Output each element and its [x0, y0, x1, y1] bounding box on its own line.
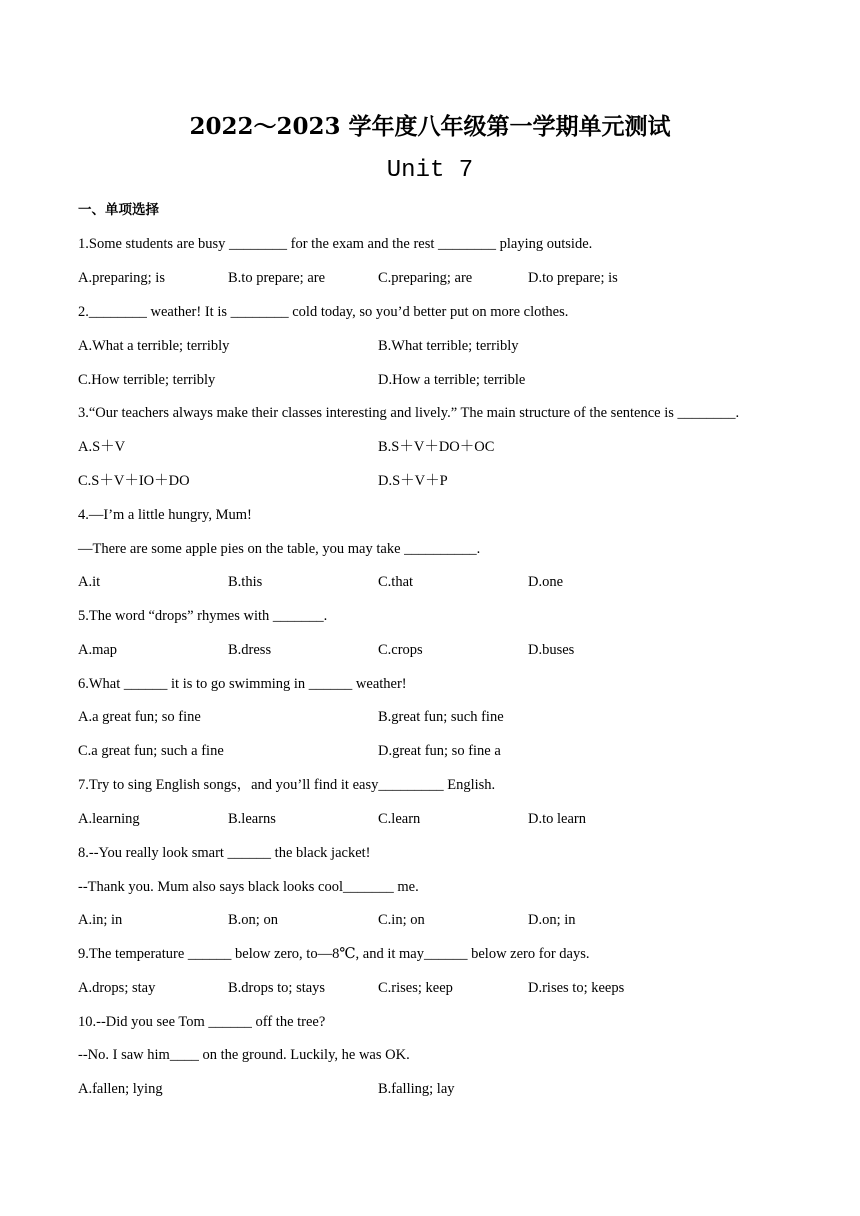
- page-title: 2022～2023 学年度八年级第一学期单元测试: [189, 113, 671, 140]
- question-4-option-b: B.this: [228, 574, 263, 590]
- question-2-option-b: B.What terrible; terribly: [378, 338, 519, 354]
- section-heading: 一、单项选择: [78, 202, 159, 218]
- question-5-option-b: B.dress: [228, 642, 272, 658]
- page-subtitle: Unit 7: [386, 157, 474, 184]
- question-8-stem-reply: --Thank you. Mum also says black looks cool_______ me.: [78, 879, 419, 895]
- question-5-option-a: A.map: [78, 642, 118, 658]
- question-6-option-d: D.great fun; so fine a: [378, 743, 501, 759]
- question-2-option-c: C.How terrible; terribly: [78, 372, 216, 388]
- question-1-option-a: A.preparing; is: [78, 270, 165, 286]
- question-3-option-d: D.S＋V＋P: [378, 473, 448, 489]
- question-7-option-d: D.to learn: [528, 811, 586, 827]
- question-9-option-b: B.drops to; stays: [228, 980, 326, 996]
- question-10-stem: 10.--Did you see Tom ______ off the tree?: [78, 1014, 326, 1030]
- question-6-option-b: B.great fun; such fine: [378, 709, 504, 725]
- question-8-option-d: D.on; in: [528, 912, 576, 928]
- question-8-option-b: B.on; on: [228, 912, 278, 928]
- question-1-option-d: D.to prepare; is: [528, 270, 618, 286]
- question-2-option-a: A.What a terrible; terribly: [78, 338, 230, 354]
- question-8-option-a: A.in; in: [78, 912, 123, 928]
- question-2-stem: 2.________ weather! It is ________ cold today, so you’d better put on more clothes.: [78, 304, 569, 320]
- question-10-stem-reply: --No. I saw him____ on the ground. Luckily, he was OK.: [78, 1047, 410, 1063]
- question-1-option-c: C.preparing; are: [378, 270, 473, 286]
- question-6-stem: 6.What ______ it is to go swimming in ______ weather!: [78, 676, 407, 692]
- question-10-option-a: A.fallen; lying: [78, 1081, 163, 1097]
- question-5-option-c: C.crops: [378, 642, 423, 658]
- question-3-option-b: B.S＋V＋DO＋OC: [378, 439, 495, 455]
- question-7-option-b: B.learns: [228, 811, 276, 827]
- question-8-stem: 8.--You really look smart ______ the black jacket!: [78, 845, 371, 861]
- question-9-stem: 9.The temperature ______ below zero, to—8℃, and it may______ below zero for days.: [78, 946, 590, 962]
- question-8-option-c: C.in; on: [378, 912, 425, 928]
- question-6-option-c: C.a great fun; such a fine: [78, 743, 224, 759]
- question-9-option-d: D.rises to; keeps: [528, 980, 625, 996]
- question-5-stem: 5.The word “drops” rhymes with _______.: [78, 608, 328, 624]
- question-10-option-b: B.falling; lay: [378, 1081, 455, 1097]
- question-7-stem: 7.Try to sing English songs，and you’ll find it easy_________ English.: [78, 777, 496, 793]
- question-3-option-a: A.S＋V: [78, 439, 126, 455]
- question-5-option-d: D.buses: [528, 642, 575, 658]
- question-4-stem-reply: —There are some apple pies on the table, you may take __________.: [78, 541, 481, 557]
- question-4-option-a: A.it: [78, 574, 101, 590]
- question-1-stem: 1.Some students are busy ________ for the exam and the rest ________ playing outside.: [78, 236, 593, 252]
- question-2-option-d: D.How a terrible; terrible: [378, 372, 526, 388]
- question-6-option-a: A.a great fun; so fine: [78, 709, 201, 725]
- question-4-option-c: C.that: [378, 574, 414, 590]
- question-3-stem: 3.“Our teachers always make their classes interesting and lively.” The main structure of the sentence is ________.: [78, 405, 740, 421]
- question-1-option-b: B.to prepare; are: [228, 270, 326, 286]
- question-4-option-d: D.one: [528, 574, 564, 590]
- question-7-option-a: A.learning: [78, 811, 140, 827]
- question-3-option-c: C.S＋V＋IO＋DO: [78, 473, 190, 489]
- question-9-option-a: A.drops; stay: [78, 980, 156, 996]
- question-4-stem: 4.—I’m a little hungry, Mum!: [78, 507, 252, 523]
- question-7-option-c: C.learn: [378, 811, 421, 827]
- question-9-option-c: C.rises; keep: [378, 980, 453, 996]
